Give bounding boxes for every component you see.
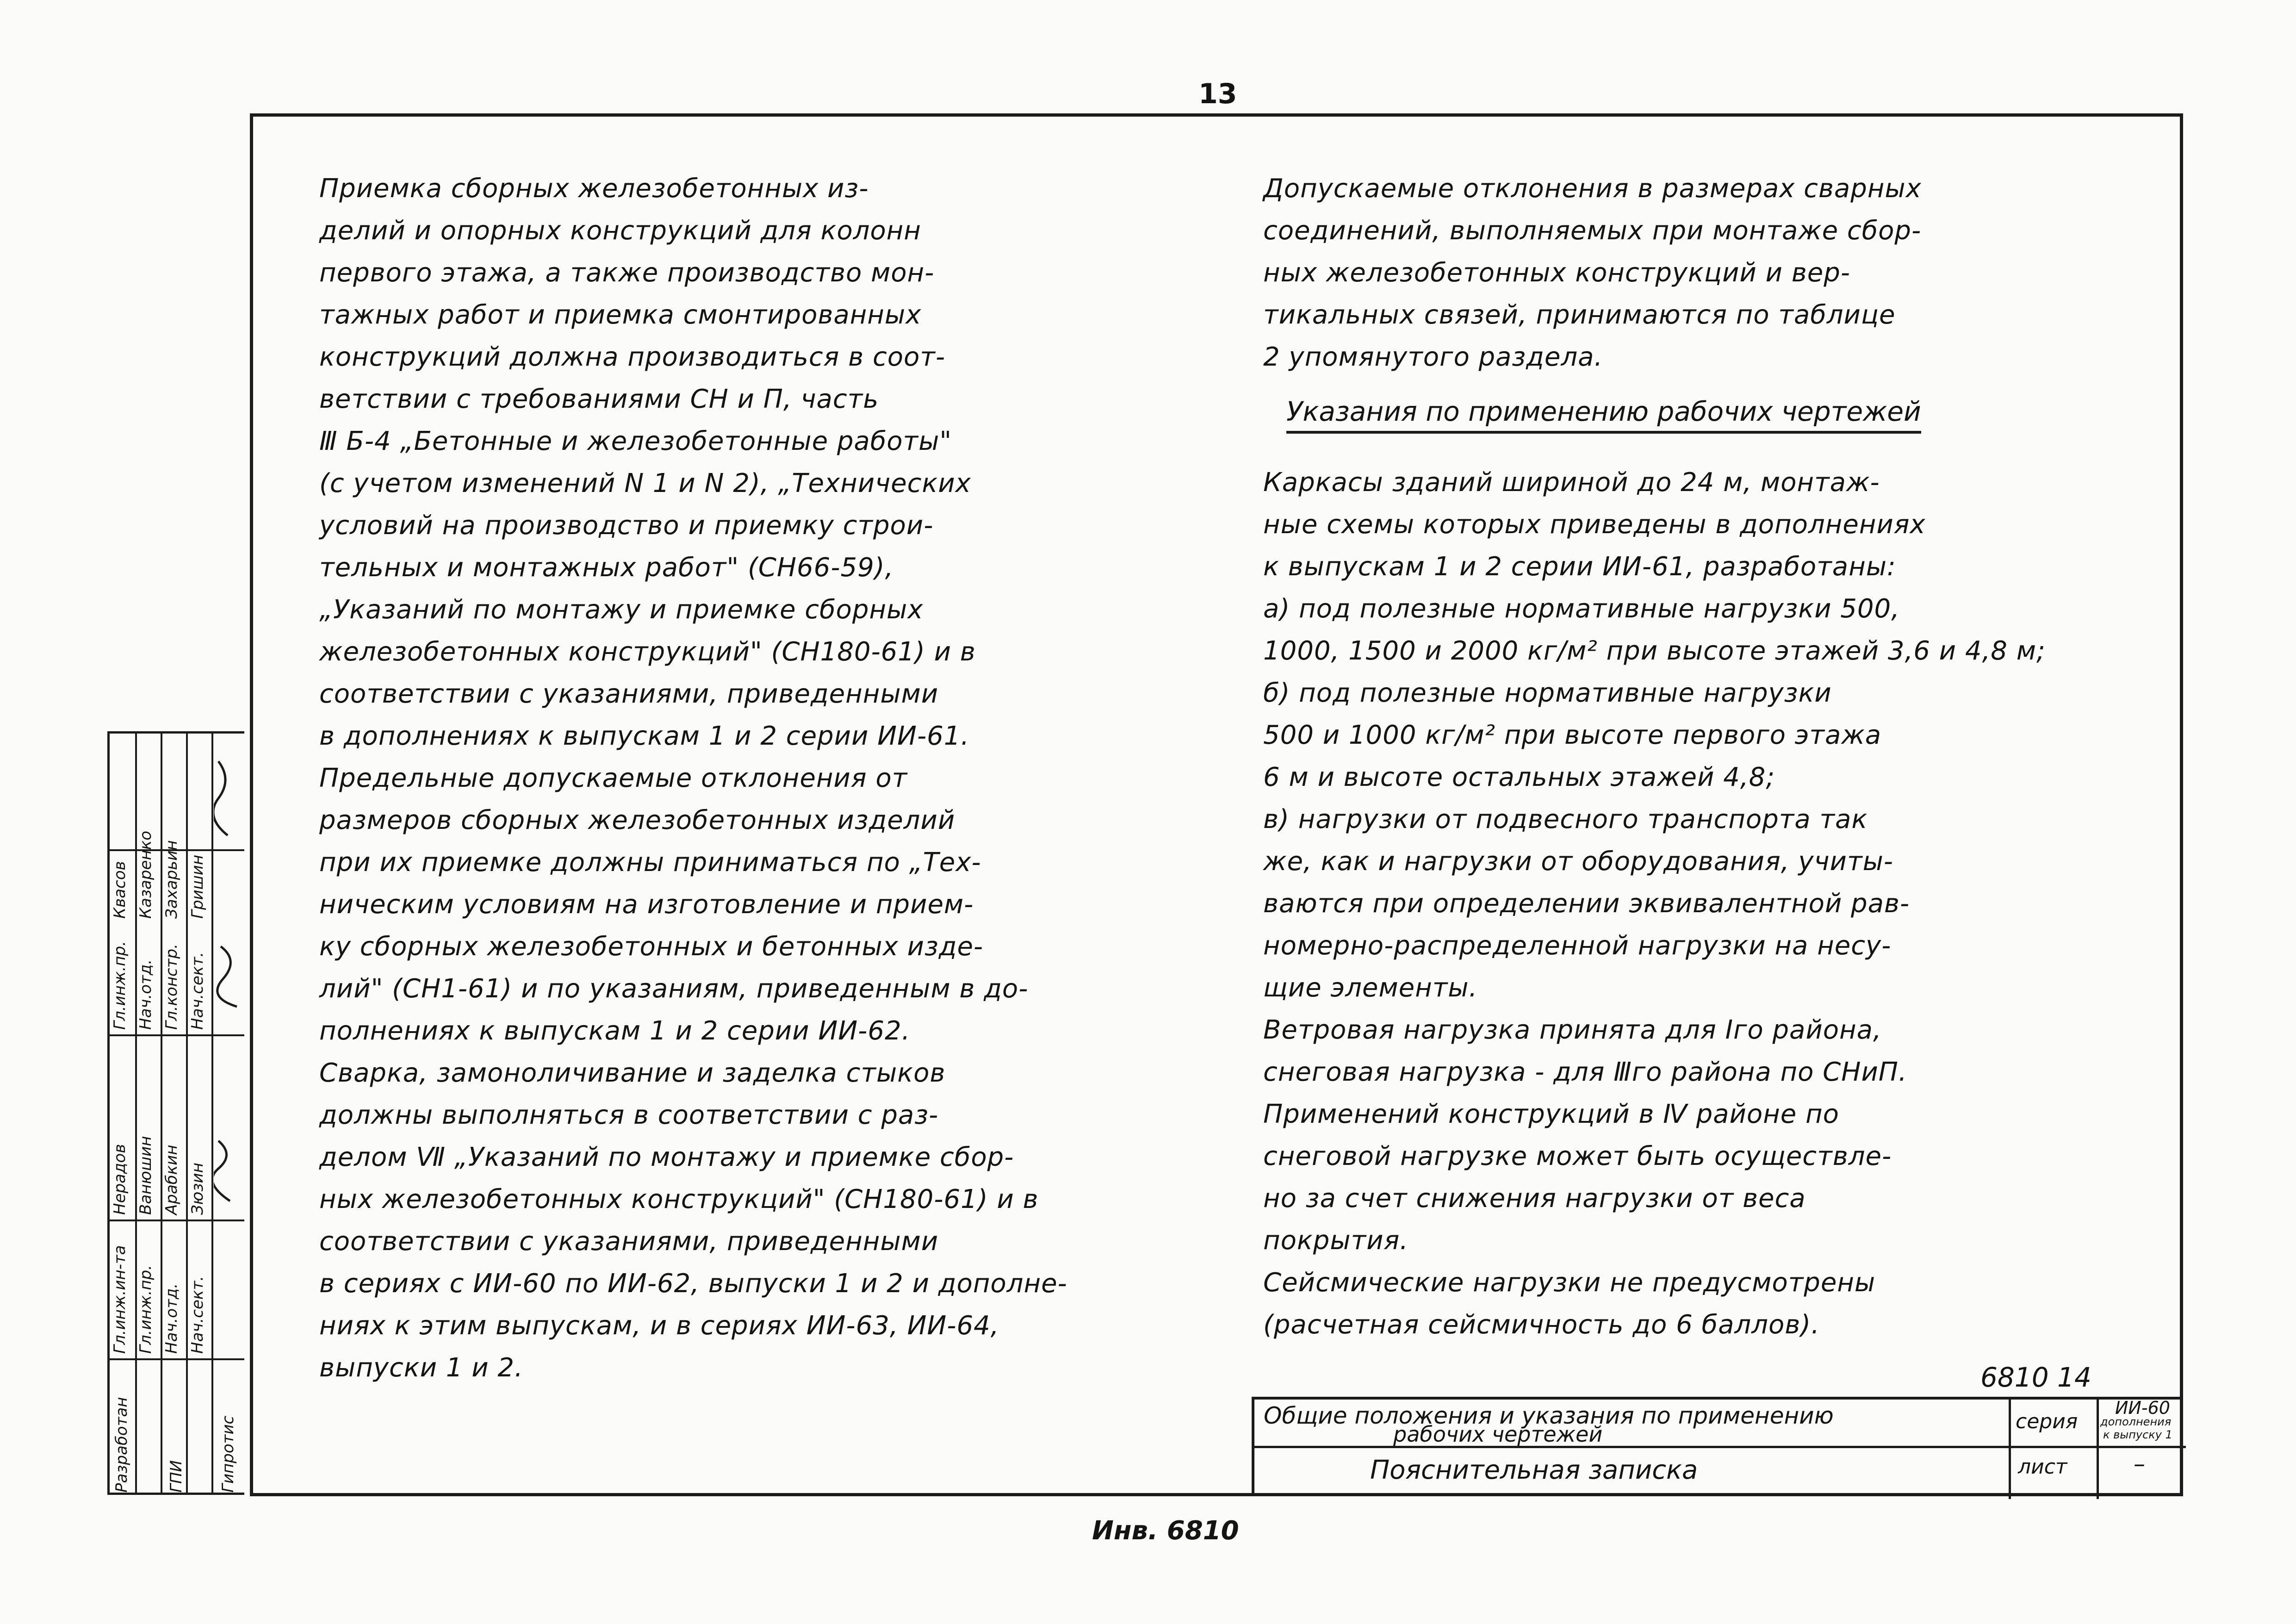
sheet-label: лист (2018, 1455, 2067, 1479)
stamp-role-2: Гл.констр. (162, 944, 181, 1030)
text-line: Каркасы зданий шириной до 24 м, монтаж- (1263, 467, 1880, 498)
text-line: первого этажа, а также производство мон- (319, 258, 935, 288)
text-line: железобетонных конструкций" (СН180-61) и в (319, 637, 976, 667)
text-line: ническим условиям на изготовление и прием- (319, 890, 974, 920)
text-line: номерно-распределенной нагрузки на несу- (1263, 931, 1892, 961)
text-line: (с учетом изменений N 1 и N 2), „Технических (319, 468, 971, 498)
title-line-2: рабочих чертежей (1393, 1422, 1603, 1447)
text-line: делий и опорных конструкций для колонн (319, 216, 921, 246)
text-line: же, как и нагрузки от оборудования, учиты- (1263, 846, 1893, 877)
section-heading: Указания по применению рабочих чертежей (1286, 396, 1921, 434)
text-line: конструкций должна производиться в соот- (319, 342, 946, 372)
text-line: должны выполняться в соответствии с раз- (319, 1100, 939, 1130)
text-line: Ветровая нагрузка принята для Iго района, (1263, 1015, 1882, 1045)
text-line: полнениях к выпускам 1 и 2 серии ИИ-62. (319, 1016, 911, 1046)
sheet-numbers: 6810 14 (1980, 1362, 2091, 1393)
stamp-name-2: Захарьин (162, 840, 181, 919)
text-line: ных железобетонных конструкций" (СН180-61) и в (319, 1184, 1039, 1214)
stamp-name: Арабкин (162, 1145, 181, 1215)
text-line: делом Ⅶ „Указаний по монтажу и приемке сбор- (319, 1142, 1014, 1172)
text-line: ваются при определении эквивалентной рав- (1263, 889, 1910, 919)
series-sub-2: к выпуску 1 (2103, 1428, 2172, 1441)
stamp-role: Гл.инж.пр. (137, 1265, 155, 1354)
text-line: соответствии с указаниями, приведенными (319, 679, 939, 709)
text-line: в дополнениях к выпускам 1 и 2 серии ИИ-61. (319, 721, 970, 751)
inventory-note: Инв. 6810 (1092, 1516, 1239, 1546)
signature-marks (214, 743, 246, 1344)
document-name: Пояснительная записка (1370, 1455, 1698, 1485)
text-line: ных железобетонных конструкций и вер- (1263, 258, 1850, 288)
stamp-name: Зюзин (188, 1163, 207, 1215)
text-line: выпуски 1 и 2. (319, 1353, 523, 1383)
series-sub-1: дополнения (2100, 1415, 2172, 1428)
text-line: покрытия. (1263, 1226, 1409, 1256)
stamp-role: Гл.инж.ин-та (111, 1245, 129, 1354)
text-line: а) под полезные нормативные нагрузки 500, (1263, 594, 1900, 624)
title-block (1252, 1397, 2183, 1496)
text-line: Применений конструкций в Ⅳ районе по (1263, 1099, 1839, 1129)
stamp-role: Нач.сект. (188, 1276, 207, 1354)
text-line: Предельные допускаемые отклонения от (319, 763, 908, 793)
text-line: в сериях с ИИ-60 по ИИ-62, выпуски 1 и 2 и дополне- (319, 1269, 1067, 1299)
text-line: лий" (СН1-61) и по указаниям, приведенным в до- (319, 974, 1029, 1004)
text-line: соединений, выполняемых при монтаже сбор- (1263, 216, 1922, 246)
stamp-name: Нерадов (111, 1144, 129, 1215)
stamp-org-developer: Разработан (112, 1397, 131, 1493)
text-line: к выпускам 1 и 2 серии ИИ-61, разработаны: (1263, 552, 1896, 582)
text-line: в) нагрузки от подвесного транспорта так (1263, 804, 1868, 834)
title-line-1: Общие положения и указания по применению (1264, 1402, 1834, 1429)
text-line: ку сборных железобетонных и бетонных изде- (319, 932, 984, 962)
text-line: размеров сборных железобетонных изделий (319, 805, 956, 835)
stamp-name-2: Гришин (188, 854, 207, 919)
approval-stamp-strip (107, 731, 244, 1495)
text-line: но за счет снижения нагрузки от веса (1263, 1183, 1806, 1213)
series-value: ИИ-60 (2115, 1398, 2170, 1418)
sheet-value: – (2134, 1450, 2145, 1477)
text-line: тикальных связей, принимаются по таблице (1263, 300, 1896, 330)
text-line: Допускаемые отклонения в размерах сварных (1263, 174, 1922, 204)
text-line: б) под полезные нормативные нагрузки (1263, 678, 1832, 708)
text-line: при их приемке должны приниматься по „Тех- (319, 847, 981, 877)
page-number: 13 (1198, 78, 1237, 110)
stamp-name-2: Квасов (111, 861, 129, 919)
text-line: Сейсмические нагрузки не предусмотрены (1263, 1268, 1876, 1298)
text-line: ные схемы которых приведены в дополнениях (1263, 510, 1926, 540)
text-line: условий на производство и приемку строи- (319, 510, 934, 541)
text-line: 1000, 1500 и 2000 кг/м² при высоте этажей 3,6 и 4,8 м; (1263, 636, 2046, 666)
text-line: снеговой нагрузке может быть осуществле- (1263, 1141, 1892, 1171)
text-line: 6 м и высоте остальных этажей 4,8; (1263, 762, 1775, 792)
stamp-role-2: Нач.сект. (188, 952, 207, 1030)
text-line: снеговая нагрузка - для Ⅲго района по СНиП. (1263, 1057, 1907, 1087)
text-line: соответствии с указаниями, приведенными (319, 1226, 939, 1257)
stamp-role-2: Нач.отд. (137, 959, 155, 1030)
text-line: 2 упомянутого раздела. (1263, 342, 1603, 372)
text-line: щие элементы. (1263, 973, 1478, 1003)
stamp-org-gpi: ГПИ (167, 1460, 186, 1493)
text-line: Ⅲ Б-4 „Бетонные и железобетонные работы" (319, 426, 952, 456)
stamp-org-giprotis: Гипротис (219, 1415, 237, 1493)
text-line: „Указаний по монтажу и приемке сборных (319, 595, 924, 625)
text-line: ниях к этим выпускам, и в сериях ИИ-63, ИИ-64, (319, 1311, 999, 1341)
stamp-role: Нач.отд. (162, 1283, 181, 1354)
text-line: 500 и 1000 кг/м² при высоте первого этажа (1263, 720, 1882, 750)
series-label: серия (2016, 1410, 2078, 1433)
text-line: Сварка, замоноличивание и заделка стыков (319, 1058, 946, 1088)
text-line: ветствии с требованиями СН и П, часть (319, 384, 879, 414)
stamp-role-2: Гл.инж.пр. (111, 941, 129, 1030)
text-line: тельных и монтажных работ" (СН66-59), (319, 553, 894, 583)
text-line: тажных работ и приемка смонтированных (319, 300, 922, 330)
text-line: (расчетная сейсмичность до 6 баллов). (1263, 1310, 1820, 1340)
stamp-name: Ванюшин (137, 1136, 155, 1215)
text-line: Приемка сборных железобетонных из- (319, 174, 869, 204)
stamp-name-2: Казаренко (137, 831, 155, 919)
